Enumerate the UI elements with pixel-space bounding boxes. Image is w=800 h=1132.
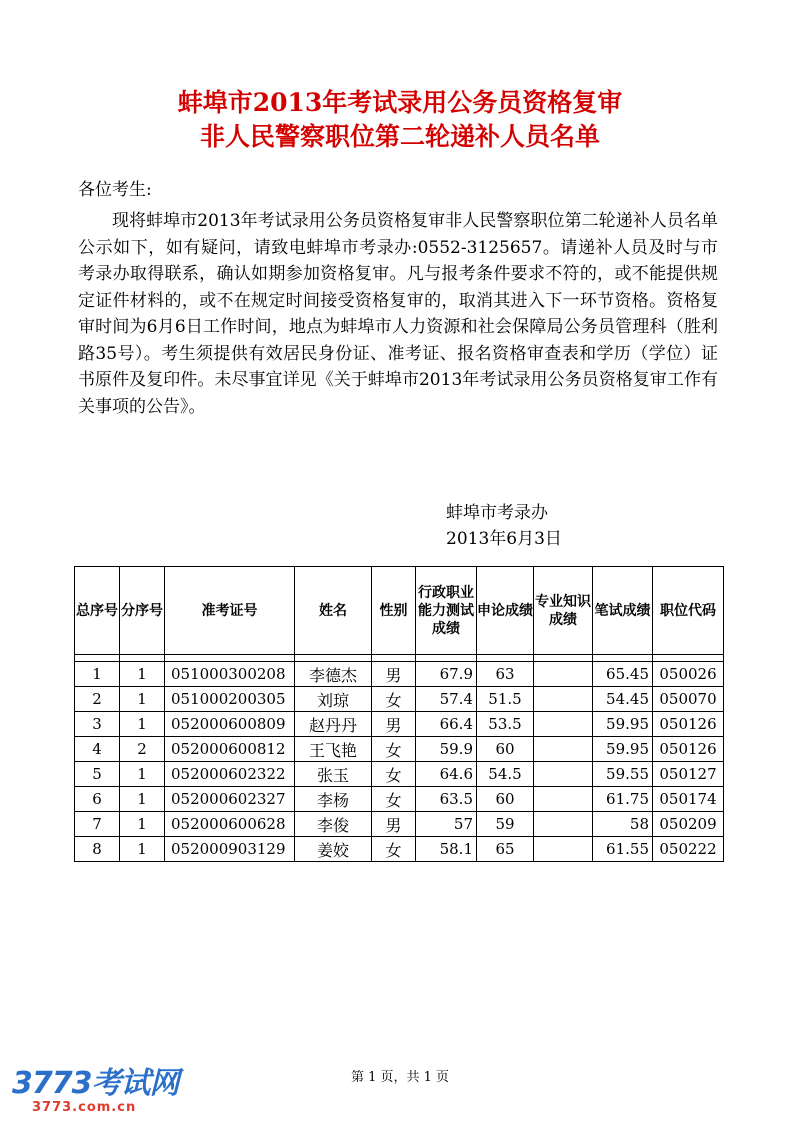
cell-gender: 男 — [372, 812, 416, 837]
cell-name: 刘琼 — [295, 687, 372, 712]
cell-sub-seq: 1 — [120, 837, 165, 862]
cell-total-seq: 4 — [75, 737, 120, 762]
cell-name: 李俊 — [295, 812, 372, 837]
header-gender: 性别 — [372, 567, 416, 655]
table-row — [75, 837, 724, 862]
table-row — [75, 812, 724, 837]
cell-position-code: 050174 — [653, 787, 724, 812]
cell-total-seq: 1 — [75, 662, 120, 687]
cell-exam-id: 052000602322 — [165, 762, 295, 787]
cell-sub-seq: 1 — [120, 812, 165, 837]
signature-org: 蚌埠市考录办 — [446, 503, 548, 523]
cell-sub-seq: 1 — [120, 712, 165, 737]
signature-date: 2013年6月3日 — [446, 529, 562, 549]
cell-professional-score — [534, 712, 593, 737]
header-sub-seq: 分序号 — [120, 567, 165, 655]
cell-essay-score: 60 — [477, 737, 534, 762]
cell-essay-score: 54.5 — [477, 762, 534, 787]
cell-written-score: 59.95 — [593, 712, 653, 737]
greeting: 各位考生: — [78, 180, 152, 200]
header-professional-score: 专业知识成绩 — [534, 567, 593, 655]
cell-essay-score: 60 — [477, 787, 534, 812]
cell-exam-id: 052000602327 — [165, 787, 295, 812]
cell-aptitude-score: 63.5 — [416, 787, 477, 812]
cell-name: 张玉 — [295, 762, 372, 787]
cell-name: 李杨 — [295, 787, 372, 812]
cell-gender: 女 — [372, 787, 416, 812]
cell-sub-seq: 1 — [120, 687, 165, 712]
table-row — [75, 662, 724, 687]
cell-professional-score — [534, 812, 593, 837]
cell-professional-score — [534, 837, 593, 862]
header-essay-score: 申论成绩 — [477, 567, 534, 655]
cell-gender: 女 — [372, 687, 416, 712]
title-line-2: 非人民警察职位第二轮递补人员名单 — [199, 122, 600, 151]
header-total-seq: 总序号 — [75, 567, 120, 655]
cell-aptitude-score: 59.9 — [416, 737, 477, 762]
cell-exam-id: 051000300208 — [165, 662, 295, 687]
header-aptitude-score: 行政职业能力测试成绩 — [416, 567, 477, 655]
cell-written-score: 61.75 — [593, 787, 653, 812]
cell-aptitude-score: 66.4 — [416, 712, 477, 737]
cell-professional-score — [534, 762, 593, 787]
cell-total-seq: 7 — [75, 812, 120, 837]
table-row — [75, 712, 724, 737]
cell-total-seq: 2 — [75, 687, 120, 712]
cell-name: 李德杰 — [295, 662, 372, 687]
cell-written-score: 61.55 — [593, 837, 653, 862]
cell-written-score: 58 — [593, 812, 653, 837]
cell-written-score: 54.45 — [593, 687, 653, 712]
cell-aptitude-score: 58.1 — [416, 837, 477, 862]
cell-total-seq: 8 — [75, 837, 120, 862]
cell-gender: 女 — [372, 737, 416, 762]
cell-position-code: 050222 — [653, 837, 724, 862]
cell-total-seq: 6 — [75, 787, 120, 812]
cell-aptitude-score: 67.9 — [416, 662, 477, 687]
cell-total-seq: 3 — [75, 712, 120, 737]
cell-professional-score — [534, 662, 593, 687]
table-spacer-row — [75, 655, 724, 662]
cell-essay-score: 65 — [477, 837, 534, 862]
cell-aptitude-score: 64.6 — [416, 762, 477, 787]
cell-sub-seq: 1 — [120, 762, 165, 787]
cell-exam-id: 051000200305 — [165, 687, 295, 712]
cell-aptitude-score: 57 — [416, 812, 477, 837]
cell-exam-id: 052000600628 — [165, 812, 295, 837]
table-row — [75, 687, 724, 712]
cell-essay-score: 63 — [477, 662, 534, 687]
watermark-main-text — [12, 1068, 182, 1100]
cell-exam-id: 052000600812 — [165, 737, 295, 762]
watermark-domain: 3773.com.cn — [32, 1100, 137, 1115]
cell-written-score: 65.45 — [593, 662, 653, 687]
table-header-row — [75, 567, 724, 655]
cell-name: 赵丹丹 — [295, 712, 372, 737]
candidate-table — [74, 566, 724, 862]
cell-sub-seq: 1 — [120, 662, 165, 687]
cell-written-score: 59.95 — [593, 737, 653, 762]
cell-position-code: 050070 — [653, 687, 724, 712]
cell-essay-score: 51.5 — [477, 687, 534, 712]
cell-gender: 女 — [372, 837, 416, 862]
watermark-digits: 3773 — [12, 1066, 92, 1101]
cell-professional-score — [534, 787, 593, 812]
cell-exam-id: 052000903129 — [165, 837, 295, 862]
notice-body: 现将蚌埠市2013年考试录用公务员资格复审非人民警察职位第二轮递补人员名单公示如下，如有疑问，请致电蚌埠市考录办:0552-3125657。请递补人员及时与市考录办取得联系，确认如期参加资格复审。凡与报考条件要求不符的，或不能提供规定证件材料的，或不在规定时间接受资格复审的，取消其进入下一环节资格。资格复审时间为6月6日工作时间，地点为蚌埠市人力资源和社会保障局公务员管理科（胜利路35号）。考生须提供有效居民身份证、准考证、报名资格审查表和学历（学位）证书原件及复印件。未尽事宜详见《关于蚌埠市2013年考试录用公务员资格复审工作有关事项的公告》。 — [78, 211, 718, 417]
cell-position-code: 050026 — [653, 662, 724, 687]
cell-professional-score — [534, 687, 593, 712]
table-row — [75, 787, 724, 812]
cell-essay-score: 53.5 — [477, 712, 534, 737]
cell-name: 王飞艳 — [295, 737, 372, 762]
cell-written-score: 59.55 — [593, 762, 653, 787]
cell-exam-id: 052000600809 — [165, 712, 295, 737]
watermark-cn: 考试网 — [91, 1066, 179, 1101]
cell-aptitude-score: 57.4 — [416, 687, 477, 712]
header-name: 姓名 — [295, 567, 372, 655]
cell-position-code: 050127 — [653, 762, 724, 787]
cell-essay-score: 59 — [477, 812, 534, 837]
cell-sub-seq: 1 — [120, 787, 165, 812]
cell-position-code: 050126 — [653, 712, 724, 737]
title-line-1: 蚌埠市2013年考试录用公务员资格复审 — [177, 88, 623, 117]
cell-sub-seq: 2 — [120, 737, 165, 762]
table-row — [75, 737, 724, 762]
table-row — [75, 762, 724, 787]
cell-name: 姜姣 — [295, 837, 372, 862]
cell-position-code: 050126 — [653, 737, 724, 762]
cell-gender: 男 — [372, 712, 416, 737]
header-exam-id: 准考证号 — [165, 567, 295, 655]
cell-gender: 女 — [372, 762, 416, 787]
cell-position-code: 050209 — [653, 812, 724, 837]
header-written-score: 笔试成绩 — [593, 567, 653, 655]
header-position-code: 职位代码 — [653, 567, 724, 655]
page-footer: 第 1 页，共 1 页 — [350, 1070, 450, 1085]
cell-gender: 男 — [372, 662, 416, 687]
cell-total-seq: 5 — [75, 762, 120, 787]
cell-professional-score — [534, 737, 593, 762]
site-watermark-logo — [12, 1068, 182, 1120]
